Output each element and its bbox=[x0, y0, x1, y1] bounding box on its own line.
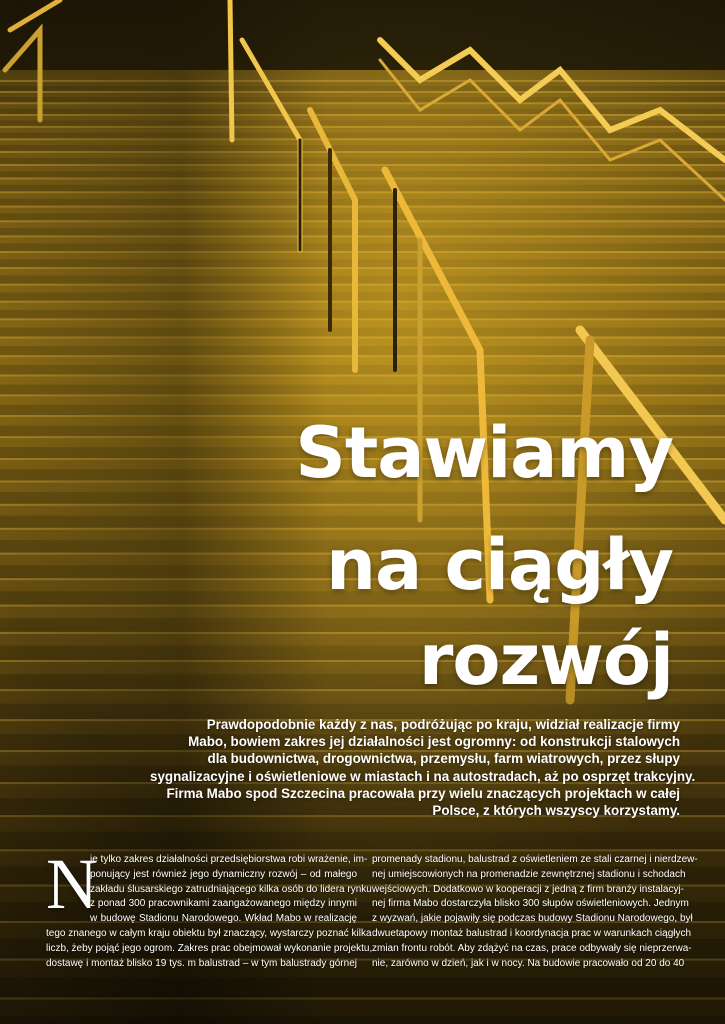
body-line: promenady stadionu, balustrad z oświetleniem ze stali czarnej i nierdzew- bbox=[372, 854, 698, 865]
body-line: nej umiejscowionych na promenadzie zewnętrznej stadionu i schodach bbox=[372, 868, 686, 880]
lead-paragraph bbox=[150, 716, 696, 819]
lead-line: Mabo, bowiem zakres jej działalności jest ogromny: od konstrukcji stalowych bbox=[188, 734, 680, 750]
body-line: zmian frontu robót. Aby zdążyć na czas, prace odbywały się nieprzerwa- bbox=[372, 942, 692, 954]
lead-line: Prawdopodobnie każdy z nas, podróżując po kraju, widział realizacje firmy bbox=[206, 717, 680, 732]
lead-line: dla budownictwa, drogownictwa, przemysłu, farm wiatrowych, przez słupy bbox=[207, 751, 680, 767]
drop-cap: N bbox=[46, 844, 98, 924]
headline-line-3: rozwój bbox=[418, 619, 673, 701]
body-line: dwuetapowy montaż balustrad i koordynacja prac w warunkach ciągłych bbox=[372, 927, 692, 939]
lead-line: Polsce, z których wszyscy korzystamy. bbox=[432, 803, 680, 819]
body-column-left bbox=[46, 853, 373, 971]
lead-line: sygnalizacyjne i oświetleniowe w miastach i na autostradach, aż po osprzęt trakcyjny. bbox=[150, 768, 696, 784]
body-column-right bbox=[372, 853, 698, 971]
body-line: dostawę i montaż blisko 19 tys. m balustrad – w tym balustrady górnej bbox=[46, 957, 357, 969]
body-line: ponujący jest również jego dynamiczny rozwój – od małego bbox=[90, 868, 357, 880]
lead-line: Firma Mabo spod Szczecina pracowała przy wielu znaczących projektach w całej bbox=[166, 785, 680, 801]
body-line: ie tylko zakres działalności przedsiębiorstwa robi wrażenie, im- bbox=[90, 854, 368, 865]
body-line: z wyzwań, jakie pojawiły się podczas budowy Stadionu Narodowego, był bbox=[372, 913, 693, 925]
body-line: z ponad 300 pracownikami zaangażowanego między innymi bbox=[90, 898, 357, 910]
body-line: nej firma Mabo dostarczyła blisko 300 słupów oświetleniowych. Jednym bbox=[372, 898, 689, 910]
headline-line-1: Stawiamy bbox=[295, 412, 673, 494]
body-line: nie, zarówno w dzień, jak i w nocy. Na budowie pracowało od 20 do 40 bbox=[372, 957, 685, 969]
body-line: wejściowych. Dodatkowo w kooperacji z jedną z firm branży instalacyj- bbox=[372, 883, 684, 895]
body-line: zakładu ślusarskiego zatrudniającego kilka osób do lidera rynku bbox=[90, 883, 372, 895]
body-line: liczb, żeby pojąć jego ogrom. Zakres prac obejmował wykonanie projektu, bbox=[46, 942, 373, 954]
body-line: tego znanego w całym kraju obiektu był znaczący, wystarczy poznać kilka bbox=[46, 927, 372, 939]
body-line: w budowę Stadionu Narodowego. Wkład Mabo w realizację bbox=[90, 913, 357, 925]
headline-line-2: na ciągły bbox=[326, 524, 673, 606]
